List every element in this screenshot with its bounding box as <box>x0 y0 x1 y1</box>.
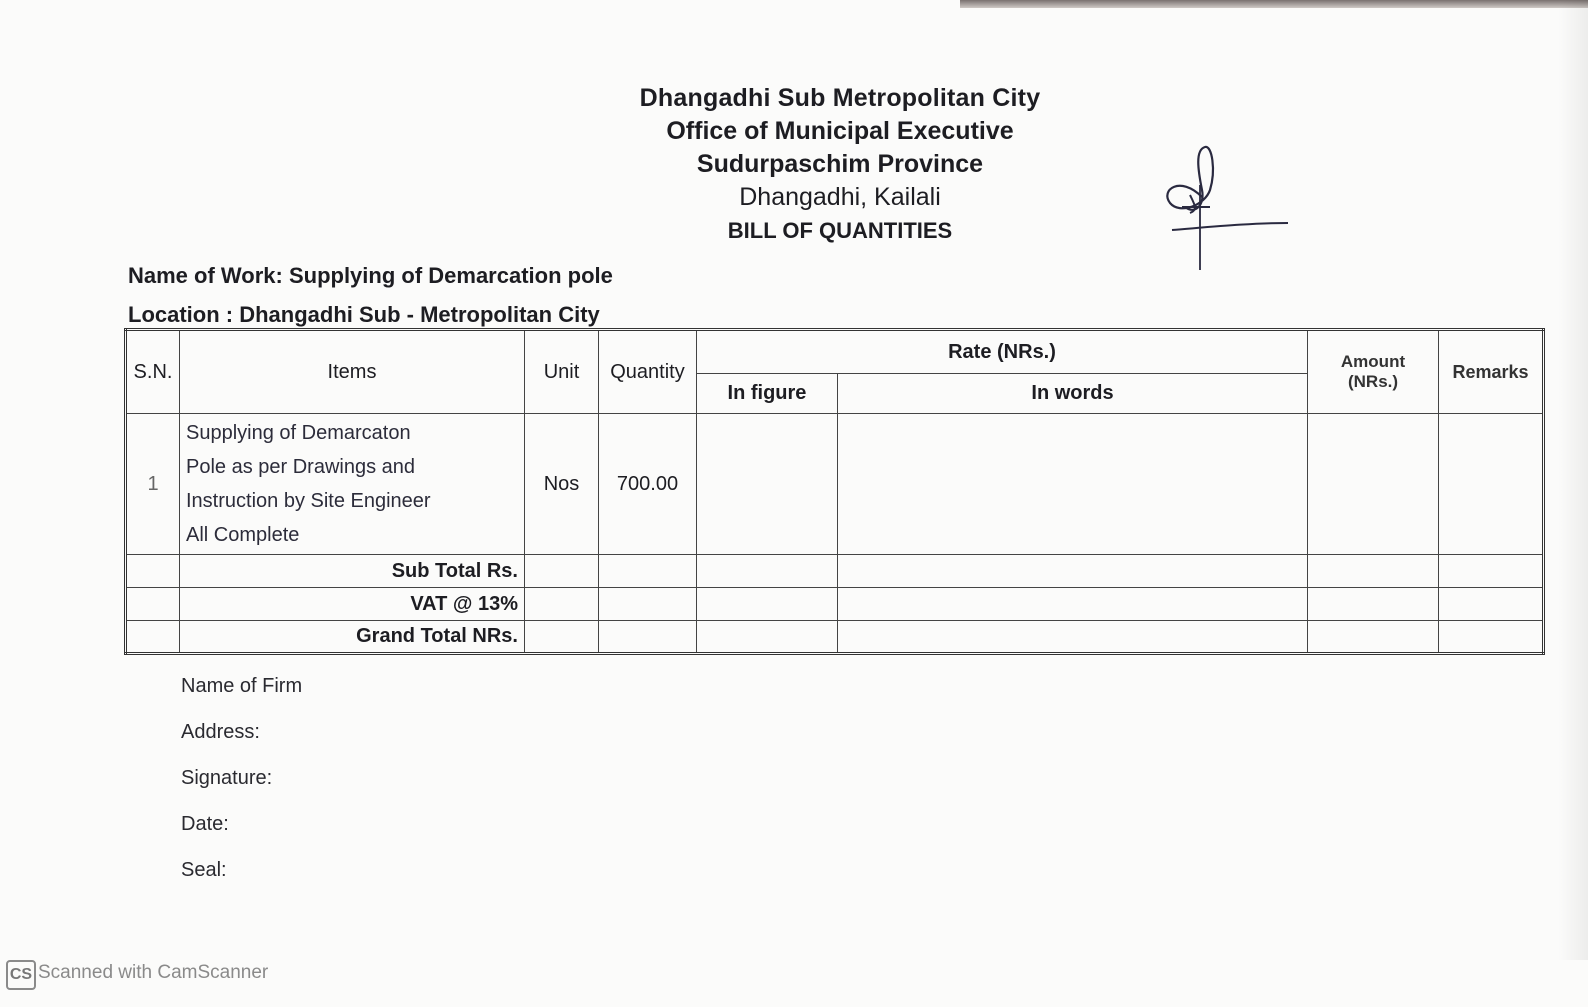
row-item-description <box>180 414 525 555</box>
header-rate: Rate (NRs.) <box>697 330 1308 374</box>
row-quantity: 700.00 <box>599 414 697 555</box>
table-row <box>126 414 1544 555</box>
header-unit: Unit <box>525 330 599 414</box>
header-sn: S.N. <box>126 330 180 414</box>
row-rate-in-figure <box>697 414 838 555</box>
subtotal-row <box>126 555 1544 588</box>
header-amount: Amount (NRs.) <box>1308 330 1439 414</box>
firm-date-label: Date: <box>181 813 229 835</box>
document-title: BILL OF QUANTITIES <box>727 218 953 243</box>
work-location: Location : Dhangadhi Sub - Metropolitan City <box>128 302 600 327</box>
office-name: Office of Municipal Executive <box>666 117 1014 145</box>
name-of-work: Name of Work: Supplying of Demarcation pole <box>128 263 613 288</box>
row-rate-in-words <box>838 414 1308 555</box>
camscanner-watermark: Scanned with CamScanner <box>38 962 269 983</box>
grand-total-label: Grand Total NRs. <box>180 621 525 654</box>
firm-signature-label: Signature: <box>181 767 273 789</box>
header-remarks: Remarks <box>1439 330 1544 414</box>
scan-edge-shadow <box>960 0 1588 8</box>
grand-total-row <box>126 621 1544 654</box>
item-line: Instruction by Site Engineer <box>186 490 431 512</box>
row-amount <box>1308 414 1439 555</box>
page-edge-shade <box>1558 0 1588 960</box>
row-unit: Nos <box>525 414 599 555</box>
header-in-figure: In figure <box>697 374 838 414</box>
boq-table <box>124 328 1545 655</box>
province-name: Sudurpaschim Province <box>696 150 984 178</box>
item-line: All Complete <box>186 524 300 546</box>
document-header <box>540 82 1140 247</box>
city-name: Dhangadhi Sub Metropolitan City <box>639 84 1041 112</box>
header-items: Items <box>180 330 525 414</box>
subtotal-label: Sub Total Rs. <box>180 555 525 588</box>
firm-seal-label: Seal: <box>181 859 227 881</box>
firm-address-label: Address: <box>181 721 260 743</box>
item-line: Supplying of Demarcaton <box>186 422 411 444</box>
handwritten-signature <box>1150 135 1300 275</box>
item-line: Pole as per Drawings and <box>186 456 416 478</box>
header-quantity: Quantity <box>599 330 697 414</box>
office-location: Dhangadhi, Kailali <box>739 183 941 211</box>
vat-row <box>126 588 1544 621</box>
firm-name-label: Name of Firm <box>181 675 303 697</box>
vat-label: VAT @ 13% <box>180 588 525 621</box>
firm-details <box>181 672 302 902</box>
camscanner-logo-icon: CS <box>6 960 36 990</box>
header-in-words: In words <box>838 374 1308 414</box>
row-remarks <box>1439 414 1544 555</box>
row-sn: 1 <box>126 414 180 555</box>
